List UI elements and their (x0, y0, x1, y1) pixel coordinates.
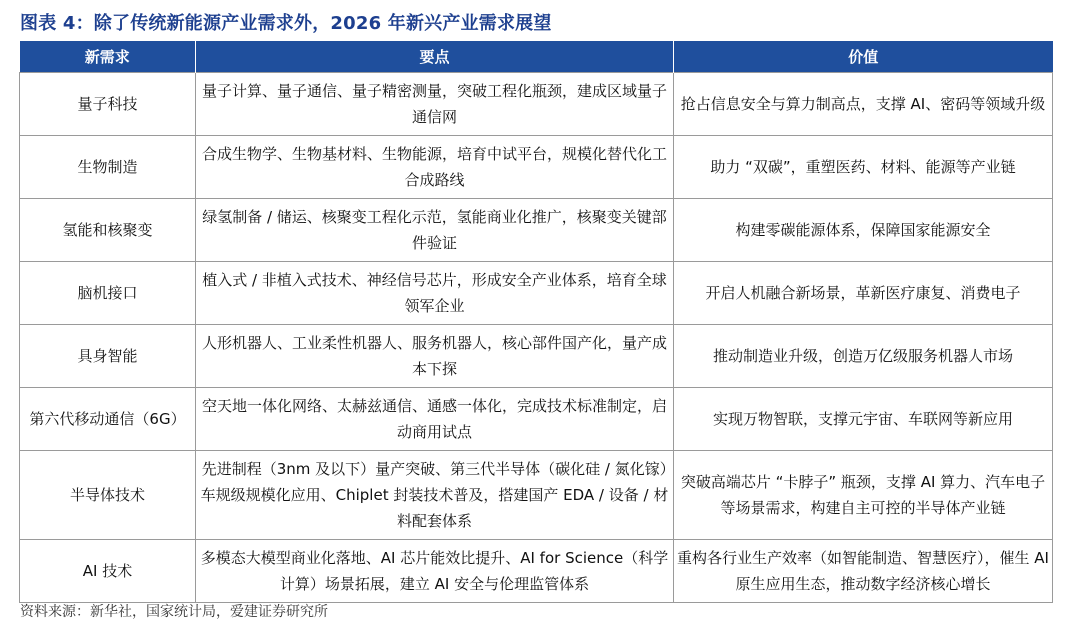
key-points: 量子计算、量子通信、量子精密测量，突破工程化瓶颈，建成区域量子通信网 (196, 73, 674, 136)
value-text: 开启人机融合新场景，革新医疗康复、消费电子 (674, 262, 1053, 325)
demand-name: 具身智能 (20, 325, 196, 388)
source-note: 资料来源：新华社，国家统计局，爱建证券研究所 (20, 604, 328, 620)
table-row (20, 199, 1053, 262)
value-text: 实现万物智联，支撑元宇宙、车联网等新应用 (674, 388, 1053, 451)
key-points: 植入式 / 非植入式技术、神经信号芯片，形成安全产业体系，培育全球领军企业 (196, 262, 674, 325)
demand-name: 第六代移动通信（6G） (20, 388, 196, 451)
value-text: 重构各行业生产效率（如智能制造、智慧医疗），催生 AI 原生应用生态，推动数字经济核心增长 (674, 540, 1053, 603)
key-points: 人形机器人、工业柔性机器人、服务机器人，核心部件国产化，量产成本下探 (196, 325, 674, 388)
demand-name: 半导体技术 (20, 451, 196, 540)
demand-name: 氢能和核聚变 (20, 199, 196, 262)
table-row (20, 540, 1053, 603)
value-text: 抢占信息安全与算力制高点，支撑 AI、密码等领域升级 (674, 73, 1053, 136)
demand-name: 生物制造 (20, 136, 196, 199)
key-points: 先进制程（3nm 及以下）量产突破、第三代半导体（碳化硅 / 氮化镓）车规级规模化应用、Chiplet 封装技术普及，搭建国产 EDA / 设备 / 材料配套体系 (196, 451, 674, 540)
table-row (20, 325, 1053, 388)
table-row (20, 136, 1053, 199)
table-row (20, 73, 1053, 136)
demand-name: 脑机接口 (20, 262, 196, 325)
demand-name: 量子科技 (20, 73, 196, 136)
value-text: 助力 “双碳”，重塑医药、材料、能源等产业链 (674, 136, 1053, 199)
demand-name: AI 技术 (20, 540, 196, 603)
figure-title: 图表 4：除了传统新能源产业需求外，2026 年新兴产业需求展望 (20, 13, 552, 34)
table-row (20, 451, 1053, 540)
value-text: 构建零碳能源体系，保障国家能源安全 (674, 199, 1053, 262)
table-row (20, 388, 1053, 451)
key-points: 绿氢制备 / 储运、核聚变工程化示范，氢能商业化推广，核聚变关键部件验证 (196, 199, 674, 262)
table-header-row (20, 41, 1053, 73)
key-points: 空天地一体化网络、太赫兹通信、通感一体化，完成技术标准制定，启动商用试点 (196, 388, 674, 451)
header-key-points: 要点 (196, 41, 674, 73)
header-new-demand: 新需求 (20, 41, 196, 73)
header-value: 价值 (674, 41, 1053, 73)
value-text: 突破高端芯片 “卡脖子” 瓶颈，支撑 AI 算力、汽车电子等场景需求，构建自主可控的半导体产业链 (674, 451, 1053, 540)
key-points: 多模态大模型商业化落地、AI 芯片能效比提升、AI for Science（科学计算）场景拓展，建立 AI 安全与伦理监管体系 (196, 540, 674, 603)
emerging-industries-table (19, 41, 1053, 603)
key-points: 合成生物学、生物基材料、生物能源，培育中试平台，规模化替代化工合成路线 (196, 136, 674, 199)
value-text: 推动制造业升级，创造万亿级服务机器人市场 (674, 325, 1053, 388)
table-row (20, 262, 1053, 325)
